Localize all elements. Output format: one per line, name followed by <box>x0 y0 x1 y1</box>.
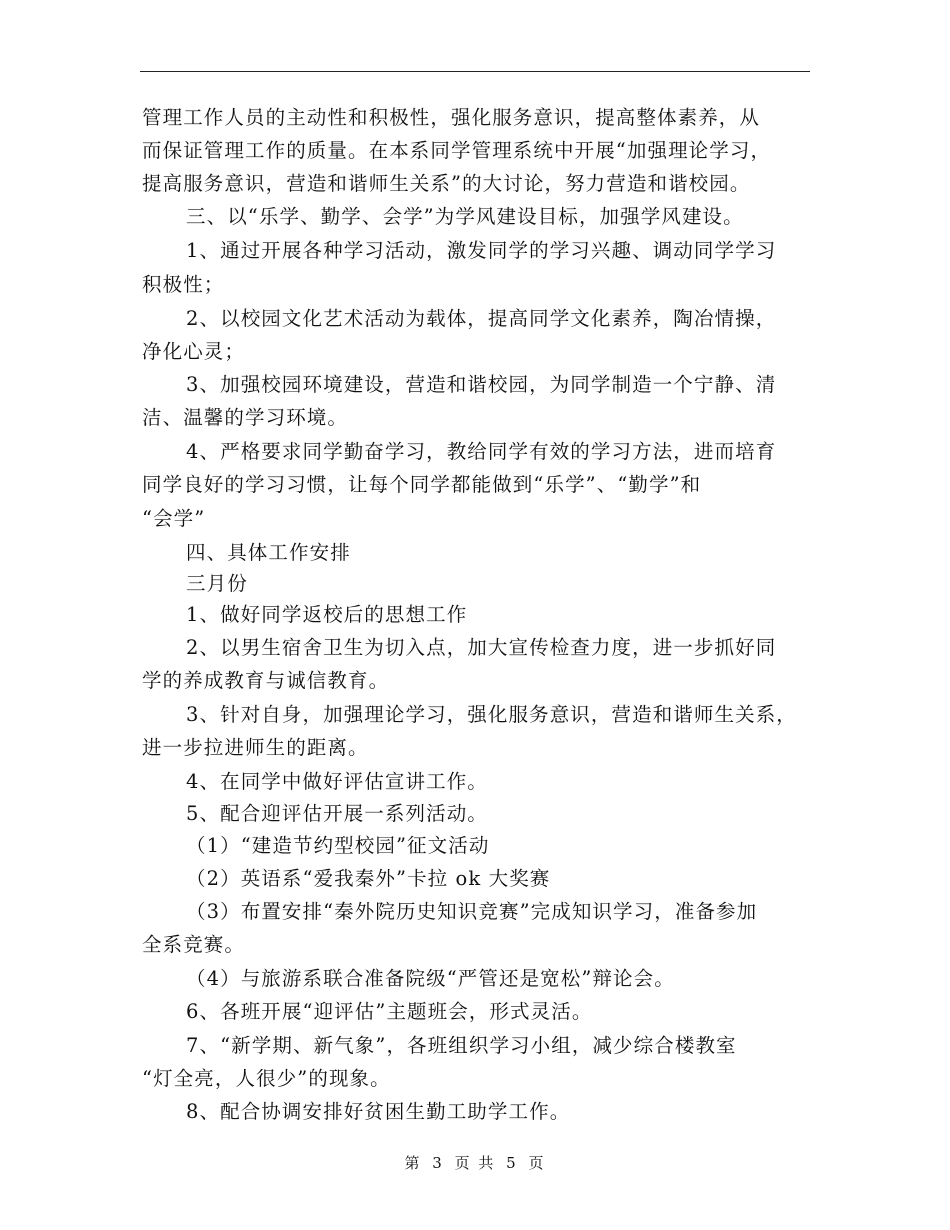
paragraph-line: 洁、温馨的学习环境。 <box>142 406 349 429</box>
current-page-number: 3 <box>432 1154 444 1172</box>
footer-prefix: 第 <box>404 1154 422 1172</box>
paragraph-line: “灯全亮，人很少”的现象。 <box>142 1067 391 1090</box>
footer-middle: 页 共 <box>454 1154 496 1172</box>
paragraph-line: 净化心灵； <box>142 340 246 363</box>
page-footer <box>0 1152 950 1173</box>
paragraph-line: 提高服务意识，营造和谐师生关系”的大讨论，努力营造和谐校园。 <box>142 172 751 195</box>
paragraph-line: 2、以男生宿舍卫生为切入点，加大宣传检查力度，进一步抓好同 <box>186 636 777 659</box>
subsection-heading: 三月份 <box>186 572 248 595</box>
sub-item-line: （3）布置安排“秦外院历史知识竞赛”完成知识学习，准备参加 <box>186 900 758 923</box>
paragraph-line: 学的养成教育与诚信教育。 <box>142 669 390 692</box>
sub-item-line: （1）“建造节约型校园”征文活动 <box>186 834 490 857</box>
sub-item-line: （2）英语系“爱我秦外”卡拉 ok 大奖赛 <box>186 867 551 890</box>
paragraph-line: 管理工作人员的主动性和积极性，强化服务意识，提高整体素养，从 <box>142 106 761 129</box>
header-rule <box>140 71 810 72</box>
sub-item-line: （4）与旅游系联合准备院级“严管还是宽松”辩论会。 <box>186 967 675 990</box>
paragraph-line: 3、加强校园环境建设，营造和谐校园，为同学制造一个宁静、清 <box>186 373 777 396</box>
paragraph-line: 全系竞赛。 <box>142 933 246 956</box>
section-heading: 三、以“乐学、勤学、会学”为学风建设目标，加强学风建设。 <box>186 205 744 228</box>
paragraph-line: 6、各班开展“迎评估”主题班会，形式灵活。 <box>186 1000 593 1023</box>
paragraph-line: 1、做好同学返校后的思想工作 <box>186 603 468 626</box>
paragraph-line: 2、以校园文化艺术活动为载体，提高同学文化素养，陶冶情操， <box>186 307 777 330</box>
section-heading: 四、具体工作安排 <box>186 541 351 564</box>
paragraph-line: 同学良好的学习习惯，让每个同学都能做到“乐学”、“勤学”和 <box>142 473 702 496</box>
footer-suffix: 页 <box>528 1154 546 1172</box>
paragraph-line: 5、配合迎评估开展一系列活动。 <box>186 802 488 825</box>
paragraph-line: 8、配合协调安排好贫困生勤工助学工作。 <box>186 1100 571 1123</box>
paragraph-line: 进一步拉进师生的距离。 <box>142 736 369 759</box>
paragraph-line: 3、针对自身，加强理论学习，强化服务意识，营造和谐师生关系， <box>186 703 797 726</box>
paragraph-line: 而保证管理工作的质量。在本系同学管理系统中开展“加强理论学习， <box>142 139 772 162</box>
paragraph-line: 积极性； <box>142 273 225 296</box>
paragraph-line: 4、在同学中做好评估宣讲工作。 <box>186 770 488 793</box>
paragraph-line: “会学” <box>142 507 206 530</box>
paragraph-line: 4、严格要求同学勤奋学习，教给同学有效的学习方法，进而培育 <box>186 440 777 463</box>
paragraph-line: 7、“新学期、新气象”，各班组织学习小组，减少综合楼教室 <box>186 1034 737 1057</box>
paragraph-line: 1、通过开展各种学习活动，激发同学的学习兴趣、调动同学学习 <box>186 239 777 262</box>
total-page-count: 5 <box>506 1154 518 1172</box>
